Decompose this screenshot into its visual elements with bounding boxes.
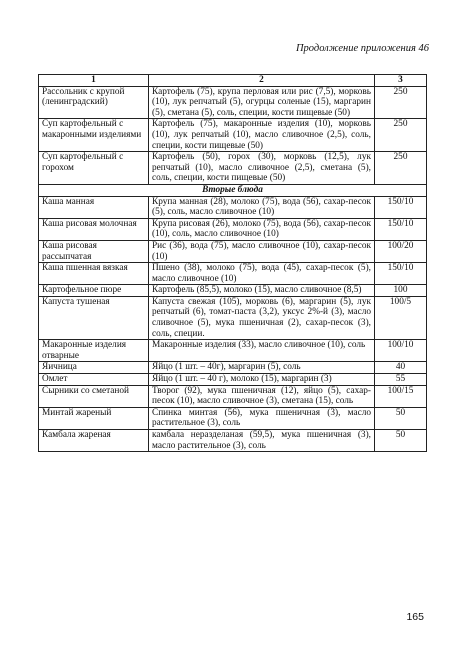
yield-cell: 150/10 [375,196,427,218]
table-row [39,240,427,262]
ingredients-cell: Яйцо (1 шт. – 40г), маргарин (5), соль [149,362,375,374]
table-row [39,196,427,218]
dish-name-cell: Каша пшенная вязкая [39,263,149,285]
yield-cell: 100/10 [375,340,427,362]
ingredients-cell: Крупа рисовая (26), молоко (75), вода (56), сахар-песок (10), соль, масло сливочное (10) [149,218,375,240]
header-row [39,75,427,87]
running-head: Продолжение приложения 46 [295,43,429,54]
yield-cell: 100 [375,285,427,297]
table-row [39,86,427,119]
recipe-table [38,74,427,452]
table-row [39,152,427,185]
ingredients-cell: Творог (92), мука пшеничная (12), яйцо (5), сахар-песок (10), масло сливочное (3), сметана (15), соль [149,385,375,407]
yield-cell: 250 [375,86,427,119]
dish-name-cell: Макаронные изделия отварные [39,340,149,362]
dish-name-cell: Сырники со сметаной [39,385,149,407]
yield-cell: 100/20 [375,240,427,262]
table-row [39,340,427,362]
dish-name-cell: Каша рисовая рассыпчатая [39,240,149,262]
dish-name-cell: Яичница [39,362,149,374]
yield-cell: 150/10 [375,218,427,240]
section-row [39,184,427,196]
table-row [39,362,427,374]
dish-name-cell: Суп картофельный с горохом [39,152,149,185]
table-row [39,296,427,339]
yield-cell: 150/10 [375,263,427,285]
dish-name-cell: Рассольник с крупой (ленинградский) [39,86,149,119]
table-row [39,218,427,240]
section-title: Вторые блюда [39,184,427,196]
ingredients-cell: Картофель (75), макаронные изделия (10), морковь (10), лук репчатый (10), масло сливочное (2,5), соль, специи, кости пищевые (50) [149,119,375,152]
ingredients-cell: Рис (36), вода (75), масло сливочное (10), сахар-песок (10) [149,240,375,262]
page-number: 165 [406,611,424,623]
yield-cell: 50 [375,407,427,429]
dish-name-cell: Картофельное пюре [39,285,149,297]
yield-cell: 100/15 [375,385,427,407]
table-row [39,119,427,152]
table-row [39,285,427,297]
dish-name-cell: Каша рисовая молочная [39,218,149,240]
dish-name-cell: Камбала жареная [39,430,149,452]
column-header-1: 1 [39,75,149,87]
ingredients-cell: Картофель (75), крупа перловая или рис (7,5), морковь (10), лук репчатый (5), огурцы соленые (15), маргарин (5), сметана (5), соль, специи, кости пищевые (50) [149,86,375,119]
dish-name-cell: Каша манная [39,196,149,218]
ingredients-cell: Крупа манная (28), молоко (75), вода (56), сахар-песок (5), соль, масло сливочное (10) [149,196,375,218]
ingredients-cell: Картофель (50), горох (30), морковь (12,5), лук репчатый (10), масло сливочное (2,5), сметана (5), соль, специи, кости пищевые (50) [149,152,375,185]
yield-cell: 50 [375,430,427,452]
dish-name-cell: Капуста тушеная [39,296,149,339]
column-header-3: 3 [375,75,427,87]
ingredients-cell: камбала неразделаная (59,5), мука пшеничная (3), масло растительное (3), соль [149,430,375,452]
dish-name-cell: Омлет [39,374,149,386]
table-row [39,430,427,452]
ingredients-cell: Яйцо (1 шт. – 40 г), молоко (15), маргарин (3) [149,374,375,386]
ingredients-cell: Капуста свежая (105), морковь (6), маргарин (5), лук репчатый (6), томат-паста (3,2), уксус 2%-й (3), масло сливочное (5), мука пшеничная (2), сахар-песок (3), соль, специи. [149,296,375,339]
yield-cell: 250 [375,119,427,152]
dish-name-cell: Минтай жареный [39,407,149,429]
yield-cell: 40 [375,362,427,374]
ingredients-cell: Пшено (38), молоко (75), вода (45), сахар-песок (5), масло сливочное (10) [149,263,375,285]
table-row [39,385,427,407]
yield-cell: 250 [375,152,427,185]
table-row [39,263,427,285]
yield-cell: 55 [375,374,427,386]
table-row [39,374,427,386]
yield-cell: 100/5 [375,296,427,339]
dish-name-cell: Суп картофельный с макаронными изделиями [39,119,149,152]
ingredients-cell: Картофель (85,5), молоко (15), масло сливочное (8,5) [149,285,375,297]
table-row [39,407,427,429]
column-header-2: 2 [149,75,375,87]
ingredients-cell: Макаронные изделия (33), масло сливочное (10), соль [149,340,375,362]
ingredients-cell: Спинка минтая (56), мука пшеничная (3), масло растительное (3), соль [149,407,375,429]
recipe-table-body [39,75,427,452]
